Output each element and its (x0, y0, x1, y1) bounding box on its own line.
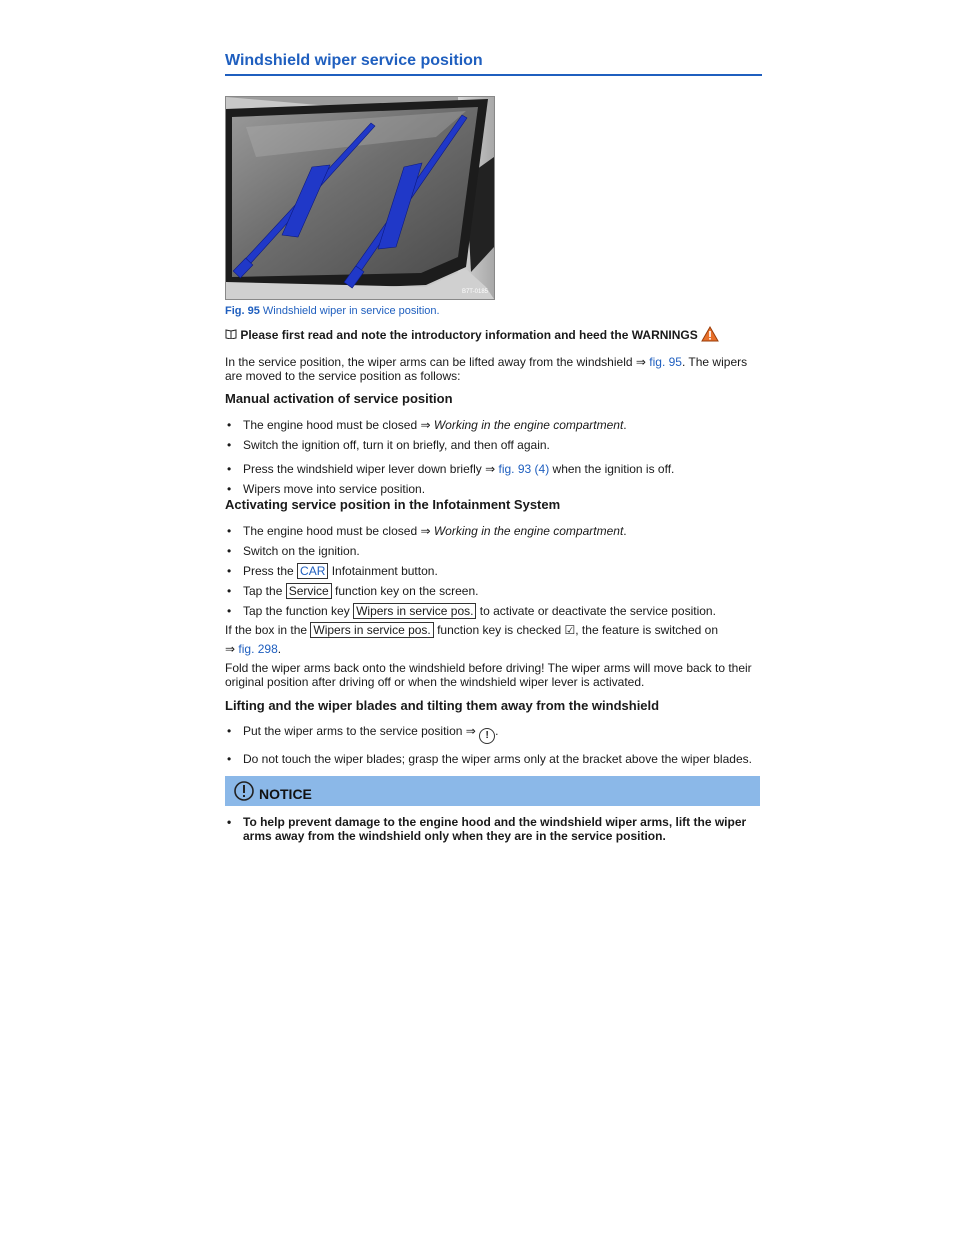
item-text: Do not touch the wiper blades; grasp the wiper arms only at the bracket above the wiper blades. (243, 752, 752, 766)
list-item (225, 482, 762, 496)
item-text-end: to activate or deactivate the service position. (476, 604, 716, 618)
wipers-service-key[interactable]: Wipers in service pos. (310, 622, 433, 638)
list-item (225, 418, 762, 432)
item-text: The engine hood must be closed ⇒ (243, 524, 434, 538)
paragraph-fig-ref (225, 642, 762, 656)
item-text: Put the wiper arms to the service position ⇒ (243, 724, 480, 738)
para1-text-end: . The wipers are moved to the service position as follows: (225, 355, 748, 383)
caption-text: Windshield wiper in service position. (262, 305, 440, 317)
list-item (225, 462, 762, 476)
windshield-wiper-figure (225, 96, 495, 300)
list-item (225, 724, 762, 744)
list-item (225, 438, 762, 452)
item-text-end: . (623, 524, 627, 538)
section1-heading: Manual activation of service position (225, 391, 453, 406)
intro-line (225, 326, 762, 345)
notice-list (225, 815, 762, 843)
list-item (225, 584, 762, 598)
car-button-key[interactable]: CAR (297, 563, 328, 579)
fig-93-link[interactable]: fig. 93 (4) (498, 462, 550, 476)
wipers-service-key[interactable]: Wipers in service pos. (353, 603, 476, 619)
figure-code: B7T-0185 (461, 289, 488, 295)
fig-298-link[interactable]: fig. 298 (238, 642, 278, 656)
notice-icon (233, 780, 255, 807)
item-text: Tap the (243, 584, 286, 598)
section2-heading: Activating service position in the Infotainment System (225, 497, 561, 512)
para2-text: If the box in the (225, 623, 311, 637)
service-function-key[interactable]: Service (286, 583, 332, 599)
notice-icon[interactable]: ! (479, 728, 495, 744)
page-title: Windshield wiper service position (225, 52, 762, 76)
list-item (225, 544, 762, 558)
arrow-text: ⇒ (225, 642, 239, 656)
list-item (225, 604, 762, 618)
item-text: Tap the function key (243, 604, 354, 618)
item-text-end: . (623, 418, 627, 432)
item-text: Switch the ignition off, turn it on briefly, and then off again. (243, 438, 550, 452)
checkbox-icon: ☑ (564, 623, 576, 637)
list-item (225, 752, 762, 766)
item-text-end: when the ignition is off. (549, 462, 675, 476)
paragraph-checked-box (225, 623, 762, 637)
item-text: Wipers move into service position. (243, 482, 426, 496)
section3-heading: Lifting and the wiper blades and tilting them away from the windshield (225, 698, 660, 713)
para1-text: In the service position, the wiper arms can be lifted away from the windshield ⇒ (225, 355, 650, 369)
warning-icon[interactable] (701, 326, 719, 345)
list-item (225, 524, 762, 538)
item-text-end: . (495, 724, 499, 738)
section3-list (225, 724, 762, 766)
item-text-end: Infotainment button. (328, 564, 438, 578)
item-text: Press the (243, 564, 298, 578)
notice-banner (225, 776, 760, 806)
intro-text: Please first read and note the introductory information and heed the WARNINGS (240, 328, 698, 342)
figure-caption (225, 305, 440, 317)
engine-compartment-link[interactable]: Working in the engine compartment (433, 524, 624, 538)
list-item (225, 564, 762, 578)
windshield-illustration (226, 97, 494, 299)
section2-list (225, 524, 762, 618)
paragraph-fold-back: Fold the wiper arms back onto the windshield before driving! The wiper arms will move back to their original position after driving off or when the windshield wiper lever is activated. (225, 661, 752, 689)
para3-end: . (277, 642, 282, 656)
para2-text-end: , the feature is switched on (575, 623, 719, 637)
item-text-end: function key on the screen. (331, 584, 479, 598)
item-text: The engine hood must be closed ⇒ (243, 418, 434, 432)
item-text: Switch on the ignition. (243, 544, 360, 558)
section1-list (225, 418, 762, 496)
paragraph-service-position (225, 355, 762, 383)
book-icon (225, 329, 237, 343)
item-text: Press the windshield wiper lever down briefly ⇒ (243, 462, 499, 476)
notice-text: • To help prevent damage to the engine hood and the windshield wiper arms, lift the wiper arms away from the windshield only when they are in the service position. (225, 815, 762, 843)
fig-95-link[interactable]: fig. 95 (649, 355, 682, 369)
para2-text-mid: function key is checked (433, 623, 565, 637)
notice-label: NOTICE (259, 786, 312, 802)
engine-compartment-link[interactable]: Working in the engine compartment (433, 418, 624, 432)
caption-label: Fig. 95 (225, 305, 260, 317)
